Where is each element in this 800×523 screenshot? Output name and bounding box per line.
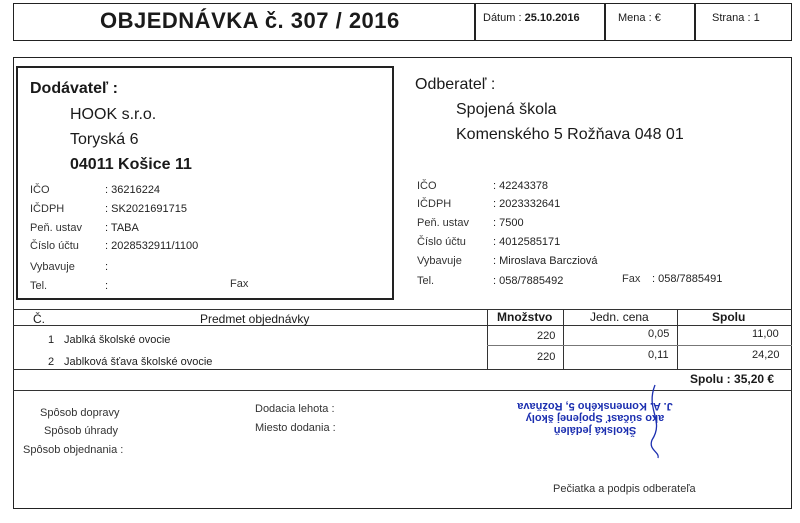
date-value: 25.10.2016: [524, 12, 580, 24]
table-header-line: [13, 325, 792, 326]
supplier-bank-label: Peň. ustav: [30, 222, 82, 234]
customer-ico-value: : 42243378: [493, 180, 549, 192]
footer-miesto-dodania: Miesto dodania :: [255, 422, 336, 434]
row-1-spolu: 11,00: [752, 328, 779, 340]
col-divider-mnozstvo: [487, 309, 488, 369]
footer-podpis: Pečiatka a podpis odberateľa: [553, 483, 696, 495]
supplier-contact-label: Vybavuje: [30, 261, 75, 273]
col-header-predmet: Predmet objednávky: [200, 312, 310, 326]
row-1-mnozstvo: 220: [537, 330, 556, 342]
date-label: Dátum :: [483, 12, 522, 24]
col-header-c: Č.: [33, 312, 45, 326]
col-header-mnozstvo: Množstvo: [497, 310, 553, 324]
row-1-c: 1: [48, 334, 55, 346]
customer-address: Komenského 5 Rožňava 048 01: [456, 126, 684, 143]
row-2-spolu: 24,20: [752, 349, 780, 361]
row-2-jedn-cena: 0,11: [648, 349, 669, 361]
footer-sposob-uhrady: Spôsob úhrady: [44, 425, 118, 437]
row-2-predmet: Jablková šťava školské ovocie: [64, 356, 213, 368]
row-1-underline: [487, 345, 792, 346]
customer-icdph-value: : 2023332641: [493, 198, 561, 210]
supplier-tel-label: Tel.: [30, 280, 48, 292]
supplier-fax-label: Fax: [230, 278, 249, 290]
customer-fax-value: : 058/7885491: [652, 273, 723, 285]
customer-ico-label: IČO: [417, 180, 437, 192]
supplier-account-label: Číslo účtu: [30, 240, 79, 252]
customer-fax-label: Fax: [622, 273, 641, 285]
currency-value: €: [654, 12, 661, 24]
footer-sposob-objednania: Spôsob objednania :: [23, 444, 124, 456]
col-header-spolu: Spolu: [712, 310, 746, 324]
row-2-underline: [13, 369, 792, 370]
page-label: Strana :: [712, 12, 751, 24]
supplier-heading: Dodávateľ :: [30, 80, 118, 97]
total-field: [690, 372, 774, 386]
customer-account-value: : 4012585171: [493, 236, 561, 248]
customer-bank-value: : 7500: [493, 217, 524, 229]
page-value: 1: [753, 12, 760, 24]
row-2-c: 2: [48, 356, 55, 368]
customer-icdph-label: IČDPH: [417, 198, 452, 210]
supplier-bank-value: : TABA: [105, 222, 139, 234]
total-label: Spolu :: [690, 372, 731, 386]
supplier-ico-label: IČO: [30, 184, 50, 196]
row-1-jedn-cena: 0,05: [648, 328, 670, 340]
customer-account-label: Číslo účtu: [417, 236, 466, 248]
currency-label: Mena :: [618, 12, 652, 24]
supplier-street: Toryská 6: [70, 131, 139, 148]
stamp-line-1: Školská jedáleň: [553, 424, 637, 436]
page-title: OBJEDNÁVKA č. 307 / 2016: [100, 8, 400, 33]
customer-tel-label: Tel.: [417, 275, 435, 287]
row-1-predmet: Jablká školské ovocie: [64, 334, 171, 346]
col-header-jedn-cena: Jedn. cena: [590, 310, 649, 324]
supplier-ico-value: : 36216224: [105, 184, 161, 196]
customer-tel-value: : 058/7885492: [493, 275, 564, 287]
stamp-line-3: J. A. Komenského 5, Rožňava: [517, 400, 673, 412]
supplier-tel-value: :: [105, 280, 109, 292]
supplier-account-value: : 2028532911/1100: [105, 240, 199, 252]
supplier-city: 04011 Košice 11: [70, 156, 192, 173]
customer-contact-value: : Miroslava Barcziová: [493, 255, 598, 267]
supplier-icdph-label: IČDPH: [30, 203, 65, 215]
stamp-line-2: ako súčasť Spojenej školy: [525, 412, 665, 424]
page-field: [712, 12, 760, 24]
total-value: 35,20 €: [734, 372, 775, 386]
row-2-mnozstvo: 220: [537, 351, 556, 363]
date-field: [483, 12, 580, 24]
customer-heading: Odberateľ :: [415, 76, 496, 93]
footer-sposob-dopravy: Spôsob dopravy: [40, 407, 120, 419]
supplier-icdph-value: : SK2021691715: [105, 203, 187, 215]
table-top-line: [13, 309, 792, 310]
supplier-contact-value: :: [105, 261, 109, 273]
signature-scribble: [640, 380, 680, 460]
supplier-name: HOOK s.r.o.: [70, 106, 157, 123]
customer-name: Spojená škola: [456, 101, 557, 118]
customer-bank-label: Peň. ustav: [417, 217, 469, 229]
footer-dodacia-lehota: Dodacia lehota :: [255, 403, 335, 415]
col-divider-jedn: [563, 309, 564, 369]
col-divider-spolu: [677, 309, 678, 369]
customer-contact-label: Vybavuje: [417, 255, 462, 267]
currency-field: [618, 12, 661, 24]
